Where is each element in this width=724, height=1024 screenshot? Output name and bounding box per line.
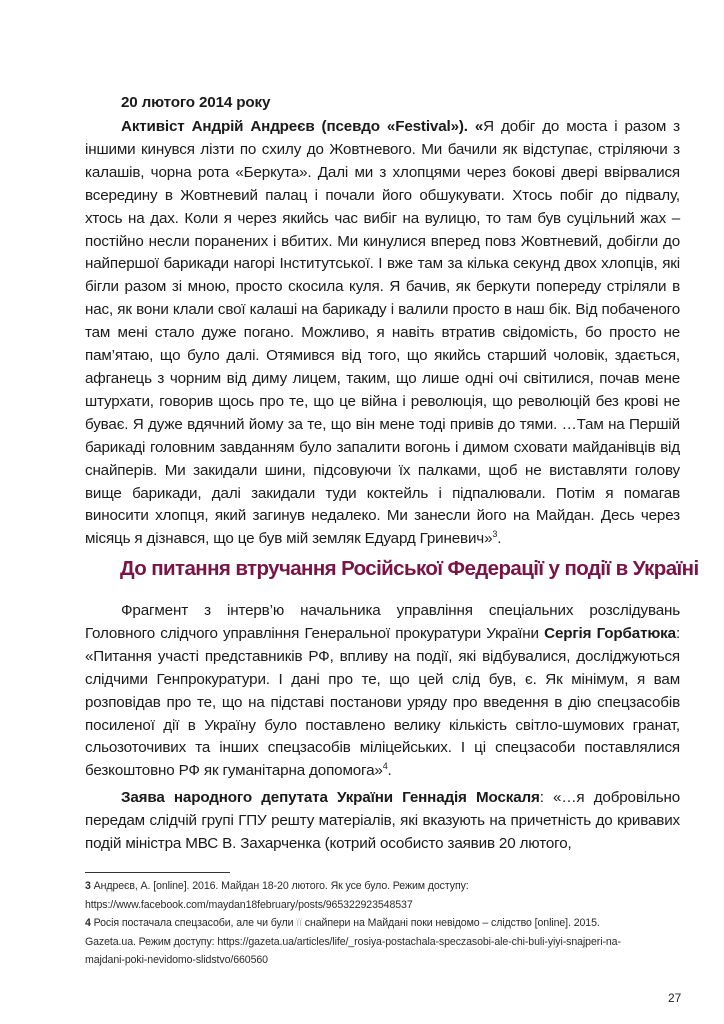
punctuation: .	[497, 530, 502, 548]
footnote-text: Андреєв, А. [online]. 2016. Майдан 18-20 лютого. Як усе було. Режим доступу:	[90, 880, 469, 892]
footnote-4	[85, 914, 685, 933]
date-heading: 20 лютого 2014 року	[121, 94, 271, 111]
paragraph	[85, 600, 680, 783]
footnote-text: снайпери на Майдані поки невідомо – слідство [online]. 2015.	[301, 917, 600, 930]
footnotes	[85, 877, 685, 970]
moskal-statement	[85, 787, 680, 856]
footnote-text-faded: її	[296, 917, 302, 930]
section-heading: До питання втручання Російської Федерації у події в Україні	[120, 557, 699, 580]
footnote-number: 3	[85, 880, 91, 892]
footnote-ref[interactable]: 3	[492, 529, 498, 540]
footnote-number: 4	[85, 917, 91, 930]
intro-text: Фрагмент з інтерв’ю начальника управління спеціальних розслідувань Головного слідчого управління Генеральної прокуратури України	[85, 602, 680, 642]
footnote-4-link[interactable]: Gazeta.ua. Режим доступу: https://gazeta.ua/articles/life/_rosiya-postachala-speczasobi-ale-chi-buli-yiyi-snajperi-na-	[85, 935, 621, 948]
footnote-3-link[interactable]: https://www.facebook.com/maydan18february/posts/965322923548537	[85, 898, 413, 911]
punctuation: .	[387, 762, 392, 780]
footnote-3	[85, 877, 685, 896]
paragraph	[85, 787, 680, 856]
footnote-separator	[85, 872, 230, 873]
quote-text: : «Питання участі представників РФ, впливу на події, які відбувалися, досліджуються слідчими Генпрокуратури. І дані про те, що цей слід був, є. Як мінімум, я вам розповідав про те, що на підставі постанови уряду про введення в дію спецзасобів посиленої дії в Україну було поставлено велику кількість світло-шумових гранат, сльозоточивих та інших спецзасобів міліцейських. І ці спецзасоби поставлялися безкоштовно РФ як гуманітарна допомога»	[85, 624, 681, 780]
speaker-lead: Активіст Андрій Андреєв (псевдо «Festival»). «	[121, 118, 484, 135]
statement-lead: Заява народного депутата України Геннадія Москаля	[121, 789, 540, 806]
footnote-ref[interactable]: 4	[382, 761, 388, 772]
footnote-4-link-cont[interactable]: majdani-poki-nevidomo-slidstvo/660560	[85, 954, 268, 967]
quote-text: Я добіг до моста і разом з іншими кинувся лізти по схилу до Жовтневого. Ми бачили як відступає, стріляючи з калашів, чорна рота «Беркута». Далі ми з хлопцями через бокові двері ввірвалися всередину в Жовтневий палац і почали його обшукувати. Хтось побіг до підвалу, хтось на дах. Коли я через якийсь час вибіг на вулицю, то там був суцільний жах – постійно несли поранених і вбитих. Ми кинулися вперед повз Жовтневий, добігли до найпершої барикади нагорі Інститутської. І вже там за кілька секунд двох хлопців, які бігли разом зі мною, просто скосила куля. Я бачив, як беркути попереду стріляли в нас, як вони клали свої калаші на барикаду і валили просто в наш бік. Від побаченого там мені стало дуже погано. Можливо, я навіть втратив свідомість, бо просто не пам’ятаю, що було далі. Отямився від того, що якийсь старший чоловік, здається, афганець з чорним від диму лицем, таким, що лише одні очі світилися, почав мене штурхати, говорив щось про те, що це війна і революція, що революцій без крові не буває. Я дуже вдячний йому за те, що він мене тоді привів до тями. …Там на Першій барикаді головним завданням було запалити вогонь і димом сховати майданівців від снайперів. Ми закидали шини, підсовуючи їх палками, щоб не виставляти голову вище барикади, далі закидали туди коктейль і підпалювали. Потім я помагав виносити хлопця, який загинув недалеко. Ми занесли його на Майдан. Десь через місяць я дізнався, що це був мій земляк Едуард Гриневич»	[85, 118, 680, 548]
quote-text: : «…я добровільно передам слідчій групі ГПУ решту матеріалів, які вказують на причетність до кривавих подій міністра МВС В. Захарченка (котрий особисто заявив 20 лютого,	[85, 789, 681, 852]
horbatiuk-interview	[85, 600, 680, 783]
andreyev-testimony	[85, 116, 680, 551]
page-number: 27	[668, 991, 682, 1005]
footnote-text: Росія постачала спецзасоби, але чи були	[90, 917, 297, 930]
person-name: Сергія Горбатюка	[544, 624, 676, 642]
paragraph	[85, 116, 680, 551]
